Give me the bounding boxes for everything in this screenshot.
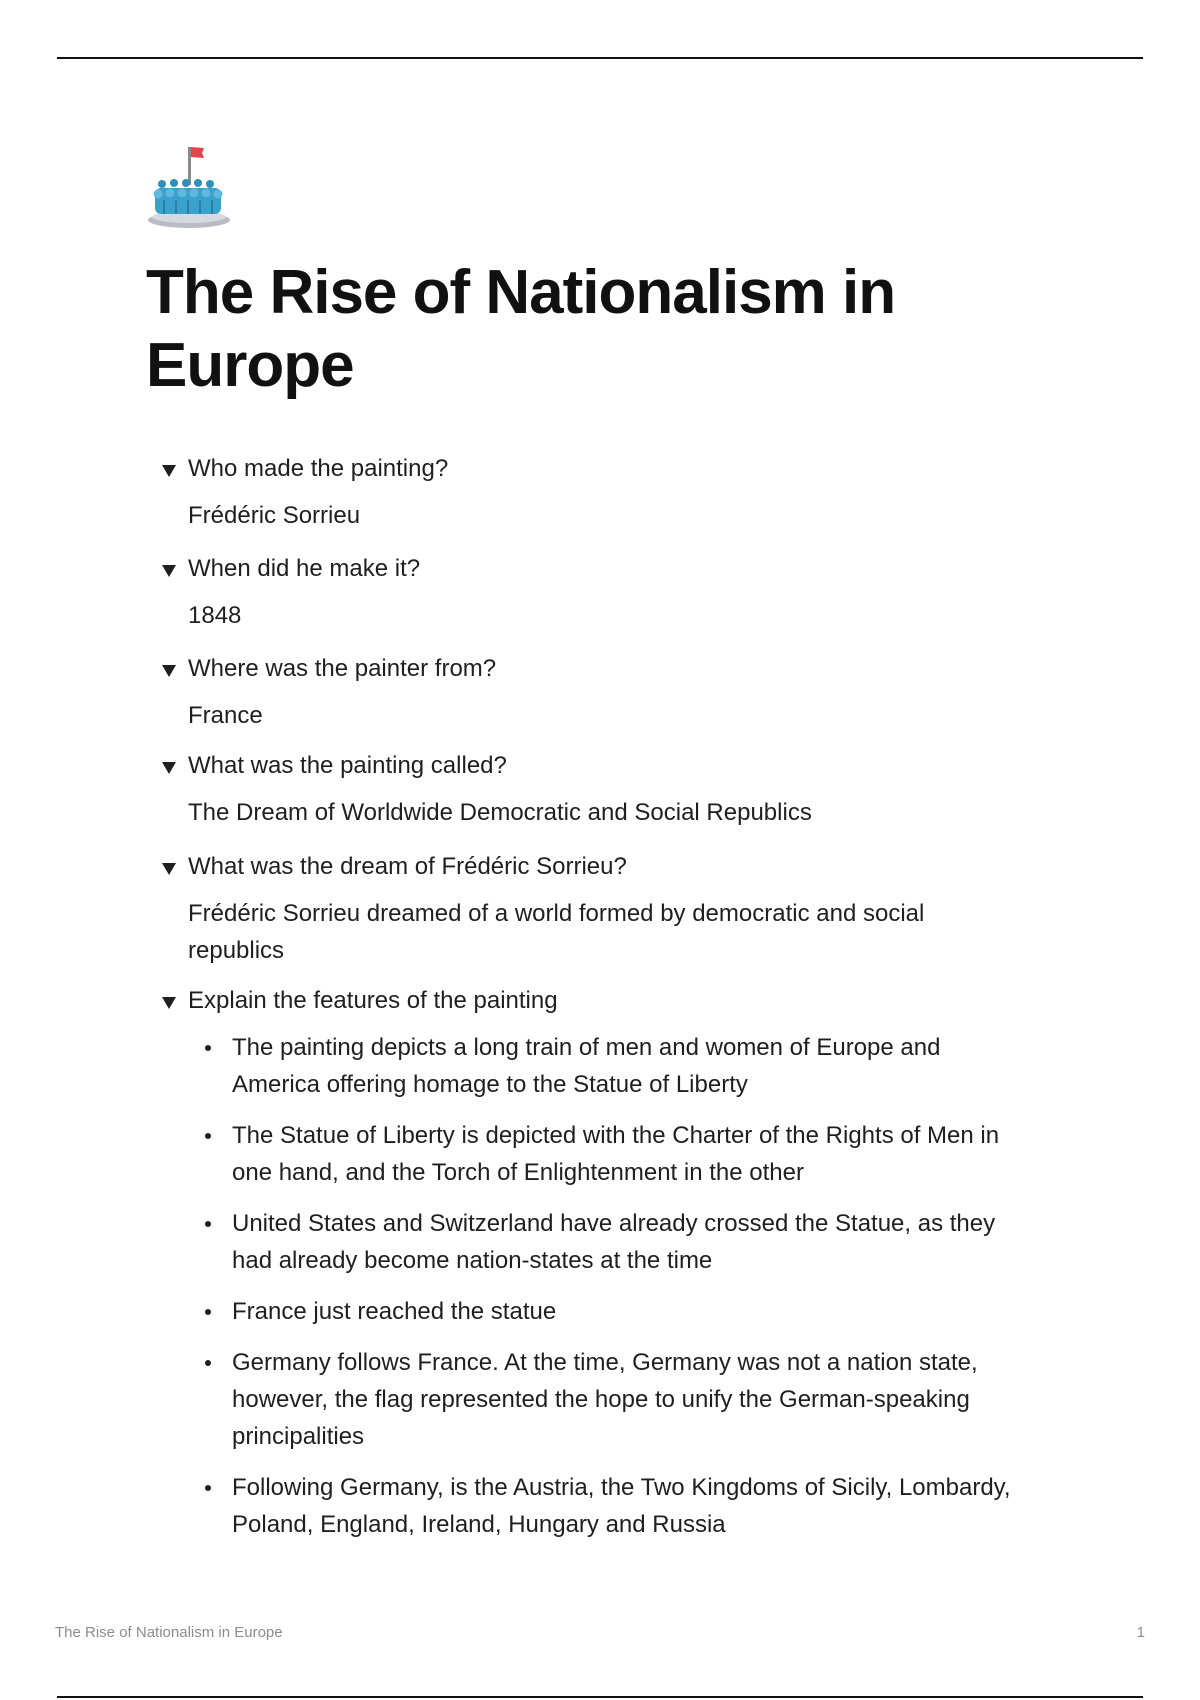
footer-title: The Rise of Nationalism in Europe [55, 1624, 283, 1641]
bullet-icon [205, 1485, 211, 1491]
toggle-list [160, 452, 1060, 1543]
list-item-text: The Statue of Liberty is depicted with the Charter of the Rights of Men in one hand, and the Torch of Enlightenment in the other [232, 1122, 1000, 1186]
toggle-header[interactable] [160, 850, 1060, 884]
toggle-block [160, 652, 1060, 749]
caret-down-icon[interactable] [162, 565, 176, 577]
feature-list [160, 1029, 1022, 1543]
toggle-question: Explain the features of the painting [188, 987, 558, 1014]
toggle-block [160, 850, 1060, 984]
list-item-text: The painting depicts a long train of men and women of Europe and America offering homage to the Statue of Liberty [232, 1034, 941, 1098]
bottom-rule [57, 1696, 1143, 1698]
bullet-icon [205, 1133, 211, 1139]
bullet-icon [205, 1360, 211, 1366]
list-item [232, 1029, 1022, 1103]
caret-down-icon[interactable] [162, 762, 176, 774]
toggle-question: What was the dream of Frédéric Sorrieu? [188, 853, 627, 880]
toggle-header[interactable] [160, 984, 1060, 1018]
toggle-header[interactable] [160, 652, 1060, 686]
list-item-text: Germany follows France. At the time, Germany was not a nation state, however, the flag represented the hope to unify the German-speaking principalities [232, 1349, 978, 1450]
list-item [232, 1469, 1022, 1543]
toggle-question: What was the painting called? [188, 752, 507, 779]
toggle-block [160, 749, 1060, 850]
bullet-icon [205, 1309, 211, 1315]
toggle-answer: France [188, 702, 263, 729]
top-rule [57, 57, 1143, 59]
bullet-icon [205, 1045, 211, 1051]
toggle-answer: The Dream of Worldwide Democratic and Social Republics [188, 799, 812, 826]
list-item-text: Following Germany, is the Austria, the Two Kingdoms of Sicily, Lombardy, Poland, England, Ireland, Hungary and Russia [232, 1474, 1011, 1538]
toggle-question: Where was the painter from? [188, 655, 497, 682]
list-item-text: France just reached the statue [232, 1298, 557, 1325]
toggle-block [160, 452, 1060, 552]
caret-down-icon[interactable] [162, 863, 176, 875]
page-title: The Rise of Nationalism in Europe [146, 258, 896, 400]
list-item [232, 1205, 1022, 1279]
toggle-header[interactable] [160, 749, 1060, 783]
toggle-answer: Frédéric Sorrieu [188, 502, 361, 529]
toggle-block [160, 984, 1060, 1543]
list-item [232, 1344, 1022, 1455]
toggle-question: Who made the painting? [188, 455, 449, 482]
toggle-question: When did he make it? [188, 555, 421, 582]
toggle-answer: Frédéric Sorrieu dreamed of a world formed by democratic and social republics [188, 900, 925, 964]
caret-down-icon[interactable] [162, 665, 176, 677]
nation-parade-icon [146, 144, 232, 232]
bullet-icon [205, 1221, 211, 1227]
list-item-text: United States and Switzerland have already crossed the Statue, as they had already become nation-states at the time [232, 1210, 996, 1274]
toggle-block [160, 552, 1060, 652]
toggle-answer: 1848 [188, 602, 242, 629]
toggle-header[interactable] [160, 552, 1060, 586]
footer-page-number: 1 [1136, 1624, 1145, 1641]
list-item [232, 1117, 1022, 1191]
list-item [232, 1293, 1022, 1330]
toggle-header[interactable] [160, 452, 1060, 486]
caret-down-icon[interactable] [162, 465, 176, 477]
caret-down-icon[interactable] [162, 997, 176, 1009]
